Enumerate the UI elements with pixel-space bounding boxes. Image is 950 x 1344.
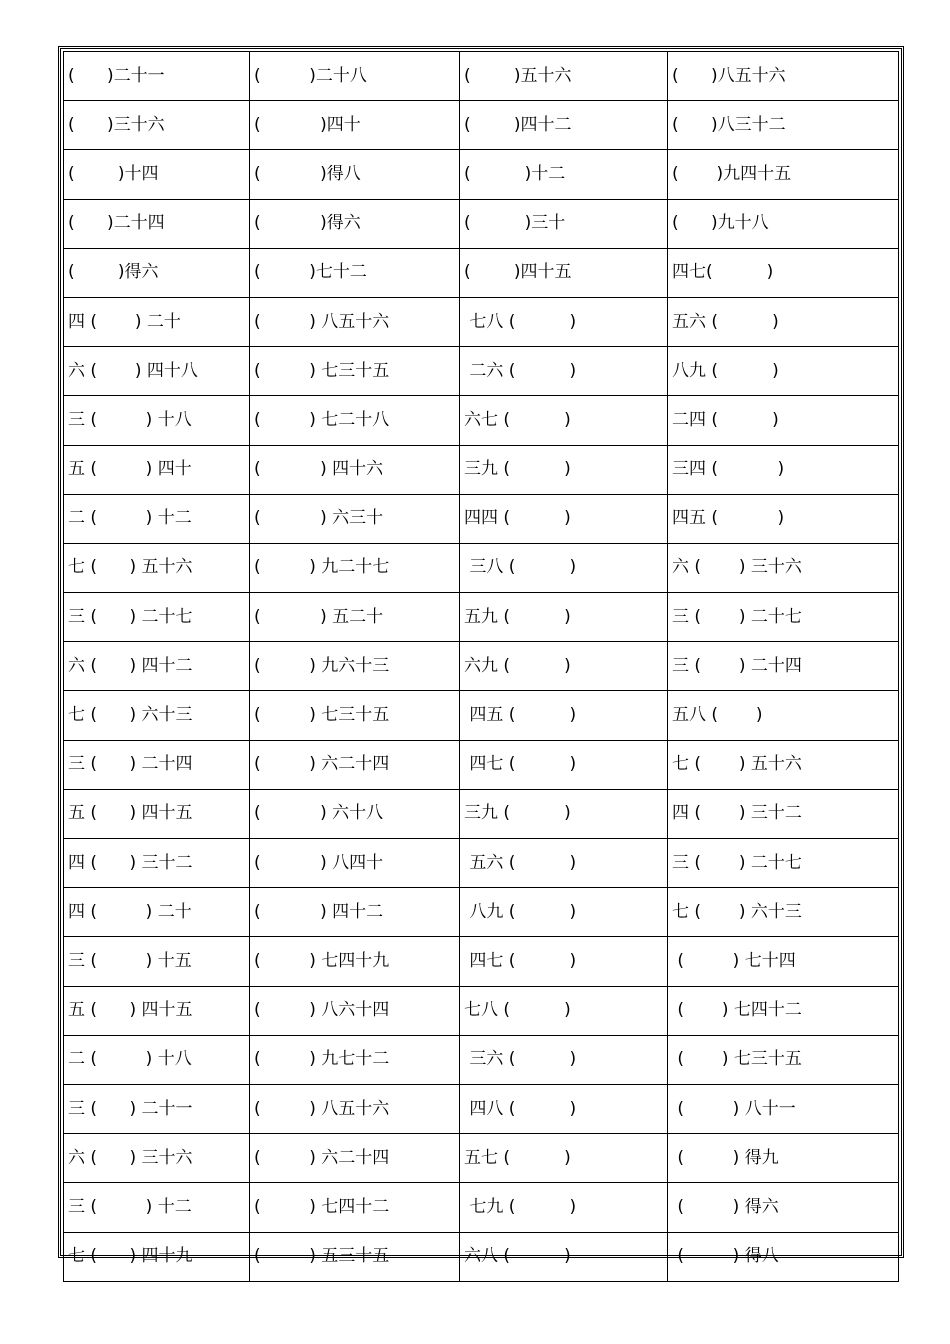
table-cell[interactable]: 七八 ( ) bbox=[460, 986, 668, 1035]
table-cell[interactable]: 六 ( ) 三十六 bbox=[668, 543, 899, 592]
table-cell[interactable]: ( )得八 bbox=[250, 150, 460, 199]
table-cell[interactable]: 七九 ( ) bbox=[460, 1183, 668, 1232]
table-row bbox=[64, 1084, 899, 1133]
table-cell[interactable]: ( ) 八六十四 bbox=[250, 986, 460, 1035]
table-cell[interactable]: 七八 ( ) bbox=[460, 297, 668, 346]
table-body bbox=[64, 52, 899, 1282]
table-cell[interactable]: 五六 ( ) bbox=[460, 839, 668, 888]
table-cell[interactable]: 四七 ( ) bbox=[460, 740, 668, 789]
table-cell[interactable]: ( )九四十五 bbox=[668, 150, 899, 199]
table-cell[interactable]: 八九 ( ) bbox=[460, 888, 668, 937]
table-cell[interactable]: ( ) 七二十八 bbox=[250, 396, 460, 445]
table-cell[interactable]: ( ) 七十四 bbox=[668, 937, 899, 986]
table-cell[interactable]: 三 ( ) 二十四 bbox=[668, 642, 899, 691]
table-cell[interactable]: ( ) 七四十九 bbox=[250, 937, 460, 986]
table-cell[interactable]: ( ) 八四十 bbox=[250, 839, 460, 888]
table-cell[interactable]: 七 ( ) 六十三 bbox=[64, 691, 250, 740]
table-cell[interactable]: ( ) 六二十四 bbox=[250, 1134, 460, 1183]
table-cell[interactable]: ( ) 六二十四 bbox=[250, 740, 460, 789]
table-cell[interactable]: ( ) 九二十七 bbox=[250, 543, 460, 592]
table-cell[interactable]: 四 ( ) 二十 bbox=[64, 888, 250, 937]
table-cell[interactable]: ( ) 五三十五 bbox=[250, 1232, 460, 1281]
table-cell[interactable]: ( ) 得六 bbox=[668, 1183, 899, 1232]
table-row bbox=[64, 839, 899, 888]
table-row bbox=[64, 642, 899, 691]
table-cell[interactable]: 七 ( ) 五十六 bbox=[668, 740, 899, 789]
table-row bbox=[64, 1134, 899, 1183]
table-cell[interactable]: ( )得六 bbox=[64, 248, 250, 297]
table-cell[interactable]: 四七( ) bbox=[668, 248, 899, 297]
table-cell[interactable]: ( ) 七四十二 bbox=[250, 1183, 460, 1232]
table-cell[interactable]: 二 ( ) 十二 bbox=[64, 494, 250, 543]
table-cell[interactable]: ( ) 得八 bbox=[668, 1232, 899, 1281]
table-cell[interactable]: ( )四十五 bbox=[460, 248, 668, 297]
table-cell[interactable]: 六 ( ) 四十二 bbox=[64, 642, 250, 691]
table-cell[interactable]: ( )十二 bbox=[460, 150, 668, 199]
table-row bbox=[64, 52, 899, 101]
table-row bbox=[64, 986, 899, 1035]
table-cell[interactable]: 四 ( ) 三十二 bbox=[64, 839, 250, 888]
table-cell[interactable]: 五 ( ) 四十五 bbox=[64, 789, 250, 838]
table-cell[interactable]: 六 ( ) 四十八 bbox=[64, 347, 250, 396]
table-cell[interactable]: ( )四十二 bbox=[460, 101, 668, 150]
table-cell[interactable]: ( ) 八五十六 bbox=[250, 297, 460, 346]
table-row bbox=[64, 888, 899, 937]
table-row bbox=[64, 1035, 899, 1084]
table-cell[interactable]: ( )十四 bbox=[64, 150, 250, 199]
table-cell[interactable]: 三四 ( ) bbox=[668, 445, 899, 494]
table-cell[interactable]: 五六 ( ) bbox=[668, 297, 899, 346]
table-cell[interactable]: 四四 ( ) bbox=[460, 494, 668, 543]
table-cell[interactable]: 七 ( ) 四十九 bbox=[64, 1232, 250, 1281]
table-cell[interactable]: 六 ( ) 三十六 bbox=[64, 1134, 250, 1183]
table-cell[interactable]: 五九 ( ) bbox=[460, 593, 668, 642]
table-row bbox=[64, 494, 899, 543]
table-row bbox=[64, 347, 899, 396]
table-row bbox=[64, 396, 899, 445]
table-row bbox=[64, 1183, 899, 1232]
table-cell[interactable]: 四五 ( ) bbox=[460, 691, 668, 740]
table-row bbox=[64, 445, 899, 494]
table-cell[interactable]: ( ) 六十八 bbox=[250, 789, 460, 838]
table-cell[interactable]: ( )五十六 bbox=[460, 52, 668, 101]
table-cell[interactable]: ( )九十八 bbox=[668, 199, 899, 248]
table-cell[interactable]: 五 ( ) 四十五 bbox=[64, 986, 250, 1035]
table-cell[interactable]: 三 ( ) 二十一 bbox=[64, 1084, 250, 1133]
table-cell[interactable]: 二四 ( ) bbox=[668, 396, 899, 445]
table-row bbox=[64, 199, 899, 248]
table-row bbox=[64, 1232, 899, 1281]
table-cell[interactable]: ( ) 五二十 bbox=[250, 593, 460, 642]
table-cell[interactable]: 三 ( ) 十八 bbox=[64, 396, 250, 445]
table-cell[interactable]: 三 ( ) 二十四 bbox=[64, 740, 250, 789]
table-row bbox=[64, 150, 899, 199]
table-cell[interactable]: ( )二十一 bbox=[64, 52, 250, 101]
table-cell[interactable]: 七 ( ) 六十三 bbox=[668, 888, 899, 937]
table-row bbox=[64, 691, 899, 740]
table-cell[interactable]: 四 ( ) 二十 bbox=[64, 297, 250, 346]
table-cell[interactable]: ( )二十八 bbox=[250, 52, 460, 101]
table-cell[interactable]: 二六 ( ) bbox=[460, 347, 668, 396]
table-cell[interactable]: ( )得六 bbox=[250, 199, 460, 248]
table-cell[interactable]: ( ) 四十六 bbox=[250, 445, 460, 494]
table-cell[interactable]: ( )四十 bbox=[250, 101, 460, 150]
table-cell[interactable]: 四 ( ) 三十二 bbox=[668, 789, 899, 838]
table-cell[interactable]: ( )三十六 bbox=[64, 101, 250, 150]
table-cell[interactable]: ( ) 七三十五 bbox=[250, 691, 460, 740]
table-cell[interactable]: ( ) 七三十五 bbox=[668, 1035, 899, 1084]
table-cell[interactable]: ( ) 七四十二 bbox=[668, 986, 899, 1035]
table-cell[interactable]: 四八 ( ) bbox=[460, 1084, 668, 1133]
table-cell[interactable]: ( )三十 bbox=[460, 199, 668, 248]
table-cell[interactable]: 三 ( ) 二十七 bbox=[668, 839, 899, 888]
table-cell[interactable]: ( )八三十二 bbox=[668, 101, 899, 150]
table-cell[interactable]: ( ) 九七十二 bbox=[250, 1035, 460, 1084]
table-cell[interactable]: ( ) 得九 bbox=[668, 1134, 899, 1183]
table-cell[interactable]: ( )七十二 bbox=[250, 248, 460, 297]
table-cell[interactable]: ( ) 九六十三 bbox=[250, 642, 460, 691]
table-cell[interactable]: 二 ( ) 十八 bbox=[64, 1035, 250, 1084]
table-row bbox=[64, 740, 899, 789]
table-cell[interactable]: ( )二十四 bbox=[64, 199, 250, 248]
table-cell[interactable]: 七 ( ) 五十六 bbox=[64, 543, 250, 592]
table-cell[interactable]: ( ) 八十一 bbox=[668, 1084, 899, 1133]
table-cell[interactable]: 三 ( ) 十五 bbox=[64, 937, 250, 986]
table-cell[interactable]: 三 ( ) 十二 bbox=[64, 1183, 250, 1232]
table-cell[interactable]: 三 ( ) 二十七 bbox=[64, 593, 250, 642]
table-cell[interactable]: ( ) 四十二 bbox=[250, 888, 460, 937]
multiplication-table bbox=[63, 51, 899, 1282]
table-cell[interactable]: ( ) 六三十 bbox=[250, 494, 460, 543]
table-row bbox=[64, 937, 899, 986]
table-cell[interactable]: 五八 ( ) bbox=[668, 691, 899, 740]
table-cell[interactable]: 八九 ( ) bbox=[668, 347, 899, 396]
table-cell[interactable]: 三 ( ) 二十七 bbox=[668, 593, 899, 642]
table-cell[interactable]: 五七 ( ) bbox=[460, 1134, 668, 1183]
table-cell[interactable]: 三八 ( ) bbox=[460, 543, 668, 592]
worksheet-frame bbox=[58, 46, 904, 1267]
table-row bbox=[64, 593, 899, 642]
table-cell[interactable]: 三六 ( ) bbox=[460, 1035, 668, 1084]
table-cell[interactable]: ( ) 七三十五 bbox=[250, 347, 460, 396]
table-cell[interactable]: ( ) 八五十六 bbox=[250, 1084, 460, 1133]
table-row bbox=[64, 101, 899, 150]
table-cell[interactable]: 三九 ( ) bbox=[460, 789, 668, 838]
table-row bbox=[64, 543, 899, 592]
table-cell[interactable]: 四五 ( ) bbox=[668, 494, 899, 543]
table-cell[interactable]: 六七 ( ) bbox=[460, 396, 668, 445]
table-cell[interactable]: 四七 ( ) bbox=[460, 937, 668, 986]
table-cell[interactable]: 六九 ( ) bbox=[460, 642, 668, 691]
table-cell[interactable]: ( )八五十六 bbox=[668, 52, 899, 101]
table-cell[interactable]: 六八 ( ) bbox=[460, 1232, 668, 1281]
table-row bbox=[64, 789, 899, 838]
table-row bbox=[64, 297, 899, 346]
table-cell[interactable]: 三九 ( ) bbox=[460, 445, 668, 494]
table-row bbox=[64, 248, 899, 297]
table-cell[interactable]: 五 ( ) 四十 bbox=[64, 445, 250, 494]
